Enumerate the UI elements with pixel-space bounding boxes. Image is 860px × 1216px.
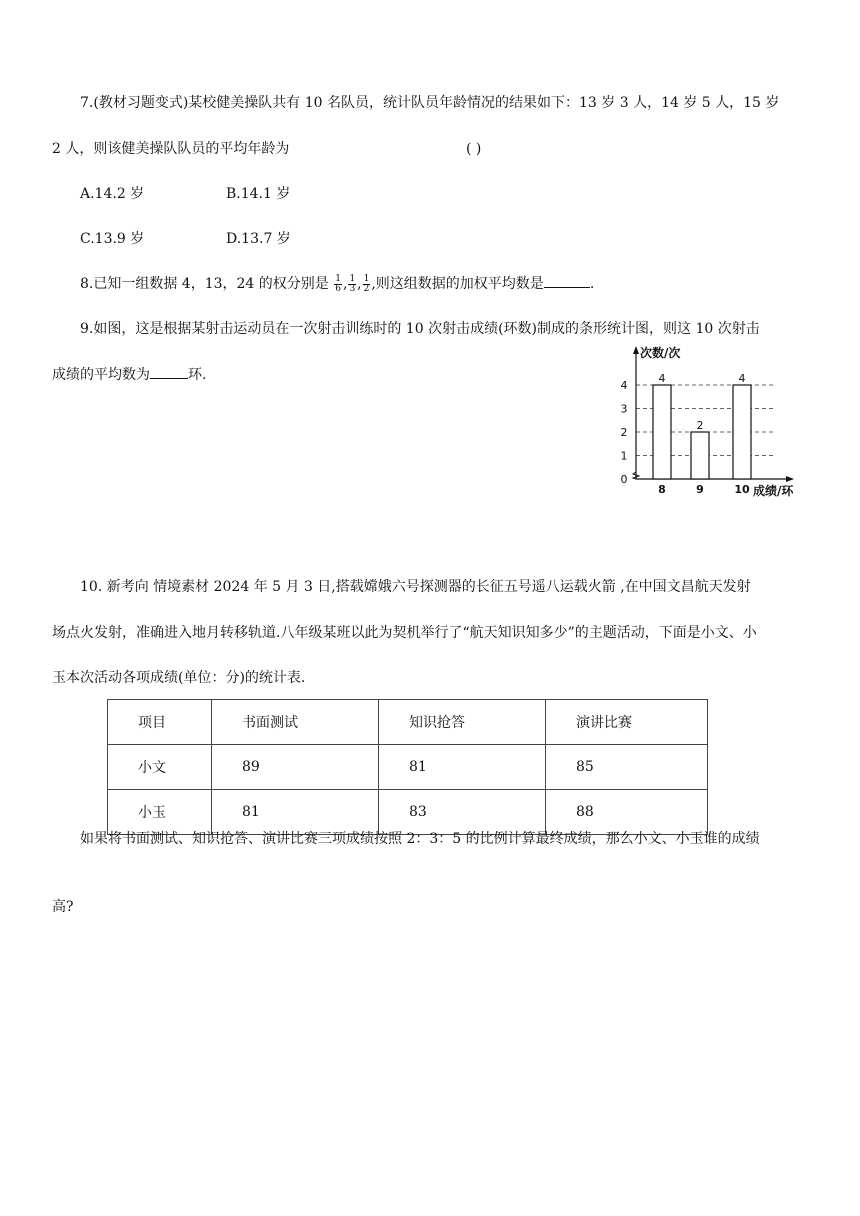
q7-option-c: C.13.9 岁 <box>80 231 145 247</box>
table-header-cell: 演讲比赛 <box>546 700 708 745</box>
x-axis-label: 成绩/环 <box>753 484 794 498</box>
x-tick-label: 9 <box>696 483 704 496</box>
table-row <box>108 745 708 790</box>
q8-suffix: ,则这组数据的加权平均数是 <box>371 276 544 292</box>
data-label: 2 <box>696 419 704 432</box>
y-tick-labels <box>621 379 628 486</box>
q9-stem-line2: 成绩的平均数为 环. <box>52 367 207 383</box>
chart-bars <box>653 372 751 496</box>
y-tick-label: 4 <box>620 379 628 392</box>
table-header-cell: 书面测试 <box>212 700 379 745</box>
q8-weight-3: $\frac{1}{2}$ <box>363 273 370 294</box>
table-cell: 81 <box>212 790 379 835</box>
table-header-row <box>108 700 708 745</box>
q10-question-line1: 如果将书面测试、知识抢答、演讲比赛三项成绩按照 2：3：5 的比例计算最终成绩，那么小文、小玉谁的成绩 <box>80 831 760 847</box>
y-tick-label: 2 <box>620 426 628 439</box>
table-header-cell: 项目 <box>108 700 212 745</box>
y-tick-label: 1 <box>620 449 628 463</box>
q8-stem: 8.已知一组数据 4，13，24 的权分别是 $\frac{1}{6}$ , $\frac{1}{3}$ , $\frac{1}{2}$ ,则这组数据的加权平均数是 . <box>80 273 595 294</box>
x-tick-label: 8 <box>658 483 666 496</box>
table-cell: 88 <box>546 790 708 835</box>
table-header-cell: 知识抢答 <box>379 700 546 745</box>
y-tick-label: 0 <box>620 473 628 486</box>
y-tick-label: 3 <box>620 402 628 416</box>
q9-answer-blank <box>150 378 188 379</box>
y-axis-arrow <box>633 346 639 354</box>
table-cell: 81 <box>379 745 546 790</box>
q8-prefix: 8.已知一组数据 4，13，24 的权分别是 <box>80 276 334 292</box>
score-table <box>107 699 708 835</box>
x-tick-label: 10 <box>734 483 750 496</box>
table-cell: 85 <box>546 745 708 790</box>
q7-stem-line2: 2 人，则该健美操队队员的平均年龄为 <box>52 141 290 157</box>
bar-8 <box>653 385 671 479</box>
q8-weight-2: $\frac{1}{3}$ <box>349 273 356 294</box>
q10-question-line2: 高? <box>52 899 74 915</box>
q9-stem-line1: 9.如图，这是根据某射击运动员在一次射击训练时的 10 次射击成绩(环数)制成的条形统计图，则这 10 次射击 <box>80 321 760 337</box>
q8-answer-blank <box>544 287 590 288</box>
q7-option-b: B.14.1 岁 <box>226 186 291 202</box>
table-cell: 小文 <box>108 745 212 790</box>
q7-option-a: A.14.2 岁 <box>80 186 145 202</box>
x-axis-arrow <box>786 476 794 482</box>
q7-option-d: D.13.7 岁 <box>226 231 291 247</box>
bar-10 <box>733 385 751 479</box>
table-cell: 小玉 <box>108 790 212 835</box>
bar-9 <box>691 432 709 479</box>
data-label: 4 <box>738 372 746 385</box>
data-label: 4 <box>658 372 666 385</box>
q10-stem-line2: 场点火发射，准确进入地月转移轨道.八年级某班以此为契机举行了“航天知识知多少”的主题活动，下面是小文、小 <box>52 625 757 641</box>
q7-answer-paren: ( ) <box>466 141 482 157</box>
y-axis-label: 次数/次 <box>640 346 681 360</box>
q7-stem-line1: 7.(教材习题变式)某校健美操队共有 10 名队员，统计队员年龄情况的结果如下：13 岁 3 人，14 岁 5 人，15 岁 <box>80 95 780 111</box>
q10-stem-line1: 10. 新考向 情境素材 2024 年 5 月 3 日,搭载嫦娥六号探测器的长征五号遥八运载火箭 ,在中国文昌航天发射 <box>80 579 751 595</box>
table-cell: 89 <box>212 745 379 790</box>
table-row <box>108 790 708 835</box>
q10-stem-line3: 玉本次活动各项成绩(单位：分)的统计表. <box>52 670 306 686</box>
bar-chart <box>616 342 816 507</box>
q8-weight-1: $\frac{1}{6}$ <box>335 273 341 294</box>
table-cell: 83 <box>379 790 546 835</box>
